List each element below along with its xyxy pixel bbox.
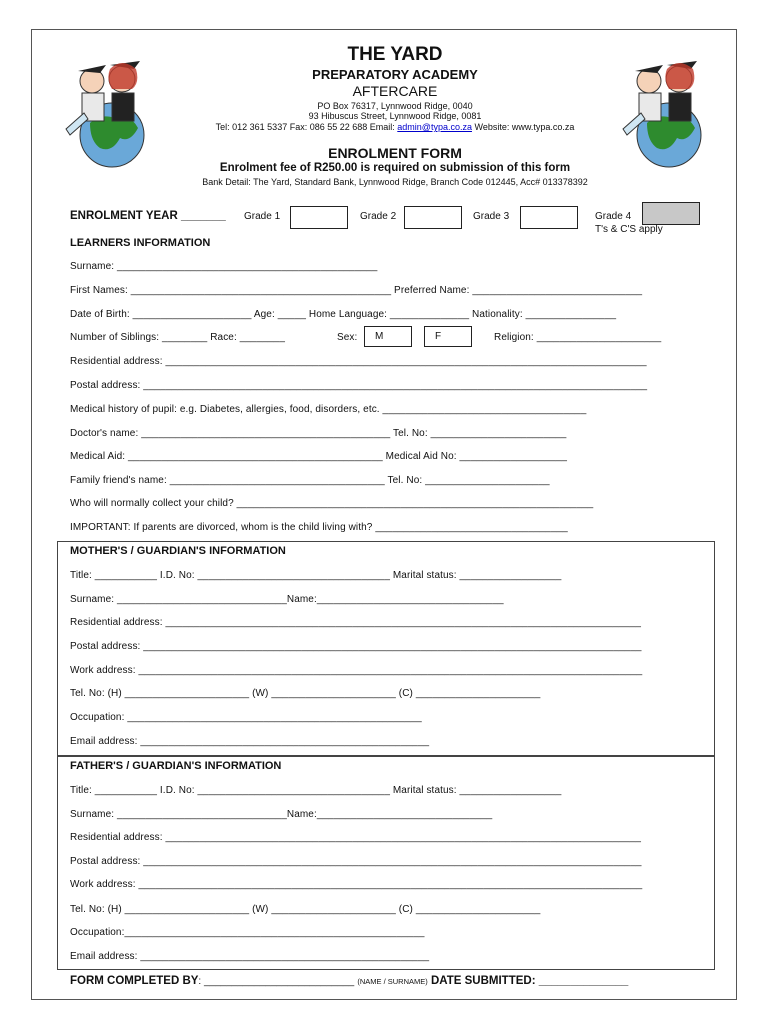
form-completed-by [70, 975, 628, 987]
mother-residential-field[interactable]: Residential address: ____________________________________________________________________________________ [70, 617, 642, 628]
father-residential-field[interactable]: Residential address: ____________________________________________________________________________________ [70, 832, 642, 843]
grade3-checkbox[interactable] [520, 206, 578, 229]
collect-field[interactable]: Who will normally collect your child? _______________________________________________________________ [70, 498, 594, 509]
mother-occupation-field[interactable]: Occupation: ____________________________________________________ [70, 712, 422, 723]
school-subtitle: PREPARATORY ACADEMY [312, 67, 478, 82]
grade1-checkbox[interactable] [290, 206, 348, 229]
important-field[interactable]: IMPORTANT: If parents are divorced, whom is the child living with? __________________________________ [70, 522, 568, 533]
first-names-field[interactable]: First Names: ______________________________________________ Preferred Name: ______________________________ [70, 285, 643, 296]
medical-aid-field[interactable]: Medical Aid: _____________________________________________ Medical Aid No: ___________________ [70, 451, 568, 462]
residential-address-field[interactable]: Residential address: _____________________________________________________________________________________ [70, 356, 647, 367]
father-heading: FATHER'S / GUARDIAN'S INFORMATION [70, 760, 282, 772]
mother-tel-field[interactable]: Tel. No: (H) ______________________ (W) ______________________ (C) ______________________ [70, 688, 541, 699]
siblings-race-field[interactable]: Number of Siblings: ________ Race: ________ [70, 332, 286, 343]
mother-heading: MOTHER'S / GUARDIAN'S INFORMATION [70, 545, 286, 557]
program-name: AFTERCARE [352, 83, 438, 99]
completed-by-label: FORM COMPLETED BY [70, 975, 199, 987]
sex-m-label: M [375, 331, 384, 342]
contact-prefix: Tel: 012 361 5337 Fax: 086 55 22 688 Email: [215, 122, 395, 132]
surname-field[interactable]: Surname: ______________________________________________ [70, 261, 378, 272]
father-title-field[interactable]: Title: ___________ I.D. No: __________________________________ Marital status: __________________ [70, 785, 562, 796]
mother-email-field[interactable]: Email address: ___________________________________________________ [70, 736, 430, 747]
postal-address: PO Box 76317, Lynnwood Ridge, 0040 [317, 101, 473, 111]
mother-work-field[interactable]: Work address: _________________________________________________________________________________________ [70, 665, 643, 676]
grade1-label: Grade 1 [244, 211, 281, 222]
mother-postal-field[interactable]: Postal address: ________________________________________________________________________________________ [70, 641, 642, 652]
father-surname-field[interactable]: Surname: ______________________________Name:_______________________________ [70, 809, 493, 820]
sex-f-box[interactable] [424, 326, 472, 347]
email-link[interactable]: admin@typa.co.za [397, 122, 472, 132]
contact-line [155, 122, 635, 132]
mother-surname-field[interactable]: Surname: ______________________________Name:_________________________________ [70, 594, 504, 605]
terms-note: T's & C'S apply [595, 224, 663, 235]
school-logo-left [60, 43, 160, 168]
father-occupation-field[interactable]: Occupation:_____________________________________________________ [70, 927, 425, 938]
date-submitted-field[interactable]: DATE SUBMITTED: ______________ [430, 975, 629, 987]
form-title: ENROLMENT FORM [328, 145, 462, 161]
grade3-label: Grade 3 [473, 211, 510, 222]
learners-heading: LEARNERS INFORMATION [70, 237, 211, 249]
religion-field[interactable]: Religion: ______________________ [494, 332, 662, 343]
postal-address-field[interactable]: Postal address: _________________________________________________________________________________________ [70, 380, 648, 391]
family-friend-field[interactable]: Family friend's name: ______________________________________ Tel. No: ______________________ [70, 475, 550, 486]
doctor-field[interactable]: Doctor's name: ____________________________________________ Tel. No: ________________________ [70, 428, 567, 439]
mother-title-field[interactable]: Title: ___________ I.D. No: __________________________________ Marital status: __________________ [70, 570, 562, 581]
name-surname-hint: (NAME / SURNAME) [357, 977, 428, 986]
street-address: 93 Hibuscus Street, Lynnwood Ridge, 0081 [308, 111, 482, 121]
father-work-field[interactable]: Work address: _________________________________________________________________________________________ [70, 879, 643, 890]
school-name: THE YARD [347, 44, 443, 65]
website-text: Website: www.typa.co.za [474, 122, 575, 132]
sex-m-box[interactable] [364, 326, 412, 347]
grade4-checkbox[interactable] [642, 202, 700, 225]
sex-label: Sex: [337, 332, 358, 343]
grade2-checkbox[interactable] [404, 206, 462, 229]
father-postal-field[interactable]: Postal address: ________________________________________________________________________________________ [70, 856, 642, 867]
enrolment-year-label: ENROLMENT YEAR _______ [70, 210, 226, 222]
grade2-label: Grade 2 [360, 211, 397, 222]
fee-note: Enrolment fee of R250.00 is required on submission of this form [219, 162, 571, 174]
father-email-field[interactable]: Email address: ___________________________________________________ [70, 951, 430, 962]
grade4-label: Grade 4 [595, 211, 632, 222]
medical-history-field[interactable]: Medical history of pupil: e.g. Diabetes, allergies, food, disorders, etc. ____________________________________ [70, 404, 587, 415]
completed-by-line[interactable]: : ___________________________ [198, 976, 355, 987]
father-tel-field[interactable]: Tel. No: (H) ______________________ (W) ______________________ (C) ______________________ [70, 904, 541, 915]
sex-f-label: F [435, 331, 442, 342]
bank-detail: Bank Detail: The Yard, Standard Bank, Lynnwood Ridge, Branch Code 012445, Acc# 013378392 [202, 177, 588, 187]
dob-field[interactable]: Date of Birth: _____________________ Age: _____ Home Language: ______________ Nationality: ________________ [70, 309, 617, 320]
school-logo-right [617, 43, 717, 168]
